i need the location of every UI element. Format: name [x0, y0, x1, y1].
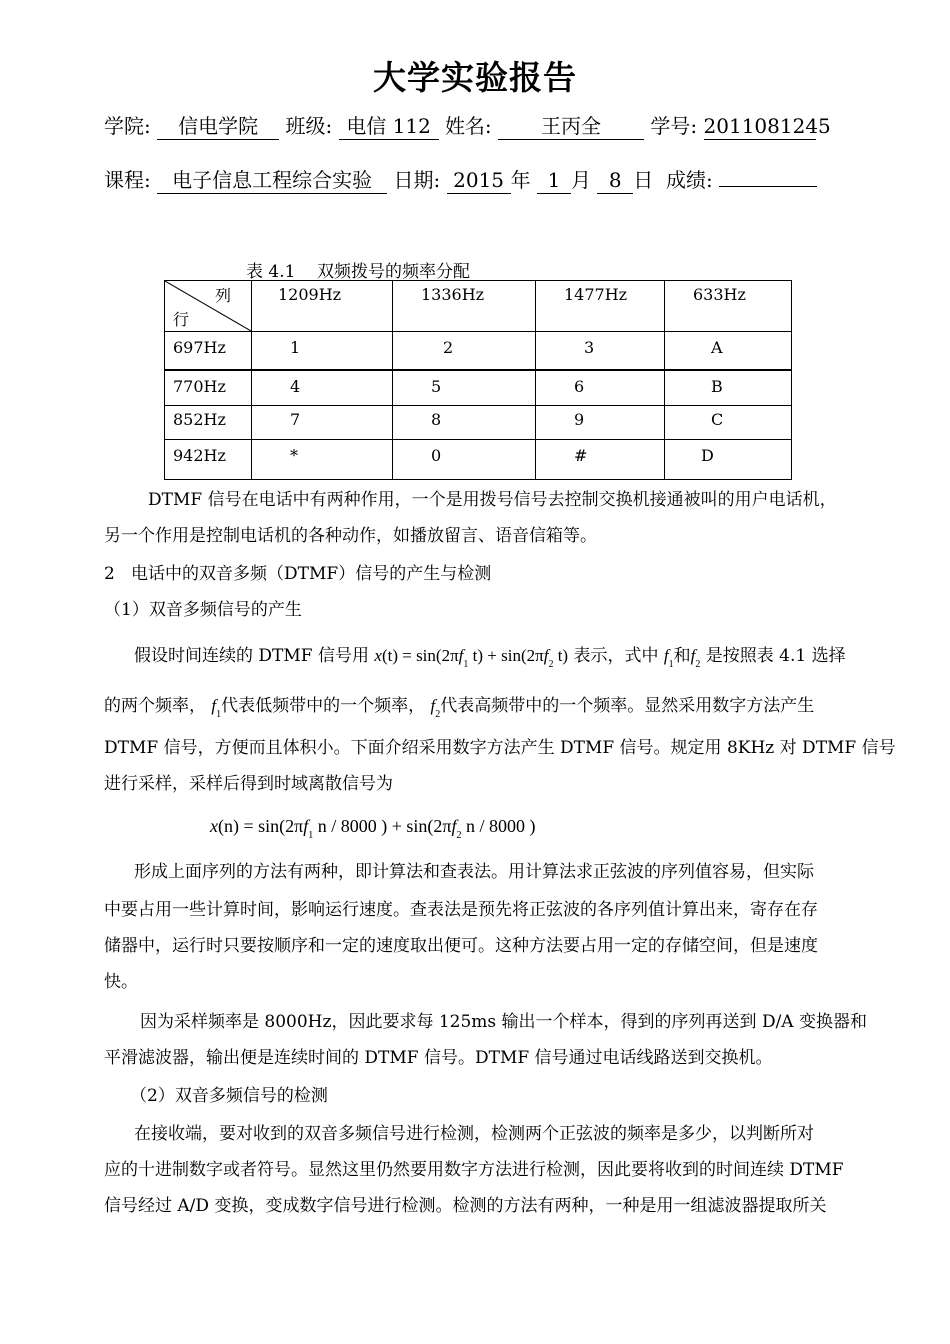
para-4-line-4: 快。 — [104, 972, 138, 992]
section-2-heading: 2 电话中的双音多频（DTMF）信号的产生与检测 — [104, 564, 492, 584]
col-header-1477: 1477Hz — [536, 281, 665, 332]
para-3-line-1 — [104, 696, 814, 719]
key-cell: # — [536, 440, 665, 480]
para-3-text-a: 的两个频率， — [104, 696, 206, 716]
para-2-text-b: 表示，式中 — [573, 646, 659, 666]
id-value: 2011081245 — [703, 114, 831, 138]
key-cell: 2 — [393, 332, 536, 370]
row-freq: 770Hz — [165, 370, 252, 406]
key-cell: * — [252, 440, 393, 480]
key-cell: D — [665, 440, 792, 480]
symbol-f1: $f_1$ — [663, 646, 674, 670]
para-5-line-1: 因为采样频率是 8000Hz，因此要求每 125ms 输出一个样本，得到的序列再送到 D/A 变换器和 — [140, 1012, 867, 1032]
subsection-1-heading: （1）双音多频信号的产生 — [104, 600, 302, 620]
day-unit: 日 — [633, 168, 654, 192]
table-header-row — [165, 281, 792, 332]
year-unit: 年 — [510, 168, 531, 192]
table-row — [165, 370, 792, 406]
key-cell: A — [665, 332, 792, 370]
college-value: 信电学院 — [157, 113, 279, 140]
id-label: 学号: — [650, 114, 698, 138]
date-month: 1 — [537, 167, 571, 194]
col-header-633: 633Hz — [665, 281, 792, 332]
para-6-line-1: 在接收端，要对收到的双音多频信号进行检测，检测两个正弦波的频率是多少，以判断所对 — [134, 1124, 814, 1144]
symbol-f2: $f_2$ — [430, 696, 441, 720]
para-2-and: 和 — [673, 646, 691, 666]
para-3-text-c: 代表高频带中的一个频率。显然采用数字方法产生 — [440, 696, 815, 716]
key-cell: 0 — [393, 440, 536, 480]
para-3-text-b: 代表低频带中的一个频率， — [221, 696, 426, 716]
para-4-line-2: 中要占用一些计算时间，影响运行速度。查表法是预先将正弦波的各序列值计算出来，寄存在存 — [104, 900, 818, 920]
para-1-line-2: 另一个作用是控制电话机的各种动作，如播放留言、语音信箱等。 — [104, 526, 597, 546]
class-label: 班级: — [285, 114, 333, 138]
key-cell: B — [665, 370, 792, 406]
course-value: 电子信息工程综合实验 — [157, 167, 387, 194]
col-header-1336: 1336Hz — [393, 281, 536, 332]
grade-value — [719, 186, 817, 187]
key-cell: 7 — [252, 406, 393, 440]
para-3-line-2: DTMF 信号，方便而且体积小。下面介绍采用数字方法产生 DTMF 信号。规定用 8KHz 对 DTMF 信号 — [104, 738, 896, 758]
month-unit: 月 — [570, 168, 591, 192]
row-freq: 942Hz — [165, 440, 252, 480]
class-value: 电信 112 — [339, 113, 439, 140]
frequency-table — [164, 280, 792, 480]
para-4-line-3: 储器中，运行时只要按顺序和一定的速度取出便可。这种方法要占用一定的存储空间，但是速度 — [104, 936, 818, 956]
para-6-line-2: 应的十进制数字或者符号。显然这里仍然要用数字方法进行检测，因此要将收到的时间连续 DTMF — [104, 1160, 844, 1180]
college-label: 学院: — [104, 114, 151, 138]
name-value: 王丙全 — [498, 113, 644, 140]
page-title: 大学实验报告 — [373, 58, 577, 97]
corner-col-label: 列 — [215, 286, 232, 305]
para-2-text-a: 假设时间连续的 DTMF 信号用 — [134, 646, 369, 666]
symbol-f1: $f_1$ — [211, 696, 222, 720]
formula-xt: $x(t) = \sin(2\pi f_1$ $t) + \sin(2\pi f_2$ t) — [374, 646, 569, 670]
key-cell: 1 — [252, 332, 393, 370]
grade-label: 成绩: — [666, 168, 713, 192]
para-6-line-3: 信号经过 A/D 变换，变成数字信号进行检测。检测的方法有两种，一种是用一组滤波器提取所关 — [104, 1196, 827, 1216]
para-2-text-c: 是按照表 4.1 选择 — [705, 646, 846, 666]
subsection-2-heading: （2）双音多频信号的检测 — [130, 1086, 328, 1106]
para-4-line-1: 形成上面序列的方法有两种，即计算法和查表法。用计算法求正弦波的序列值容易，但实际 — [134, 862, 814, 882]
key-cell: 4 — [252, 370, 393, 406]
key-cell: 6 — [536, 370, 665, 406]
para-2-line-1 — [134, 646, 846, 669]
name-label: 姓名: — [444, 114, 492, 138]
course-label: 课程: — [104, 168, 151, 192]
key-cell: C — [665, 406, 792, 440]
para-3-line-3: 进行采样，采样后得到时域离散信号为 — [104, 774, 393, 794]
table-caption: 表 4.1 双频拨号的频率分配 — [246, 262, 471, 282]
col-header-1209: 1209Hz — [252, 281, 393, 332]
formula-xn: $x(n) = \sin(2\pi f_1$ n / 8000 ) + $\sin(2\pi f_2$ n / 8000 ) — [210, 816, 536, 841]
corner-row-label: 行 — [173, 310, 190, 329]
para-1-line-1: DTMF 信号在电话中有两种作用，一个是用拨号信号去控制交换机接通被叫的用户电话机， — [148, 490, 837, 510]
row-freq: 852Hz — [165, 406, 252, 440]
table-row — [165, 440, 792, 480]
key-cell: 8 — [393, 406, 536, 440]
header-row-1 — [104, 110, 831, 140]
key-cell: 9 — [536, 406, 665, 440]
table-row — [165, 332, 792, 370]
para-5-line-2: 平滑滤波器，输出便是连续时间的 DTMF 信号。DTMF 信号通过电话线路送到交换机。 — [104, 1048, 773, 1068]
table-corner-cell — [165, 281, 252, 332]
date-label: 日期: — [393, 168, 441, 192]
table-row — [165, 406, 792, 440]
key-cell: 3 — [536, 332, 665, 370]
date-day: 8 — [597, 167, 633, 194]
key-cell: 5 — [393, 370, 536, 406]
header-row-2 — [104, 164, 817, 194]
symbol-f2: $f_2$ — [690, 646, 701, 670]
row-freq: 697Hz — [165, 332, 252, 370]
date-year: 2015 — [447, 167, 511, 194]
